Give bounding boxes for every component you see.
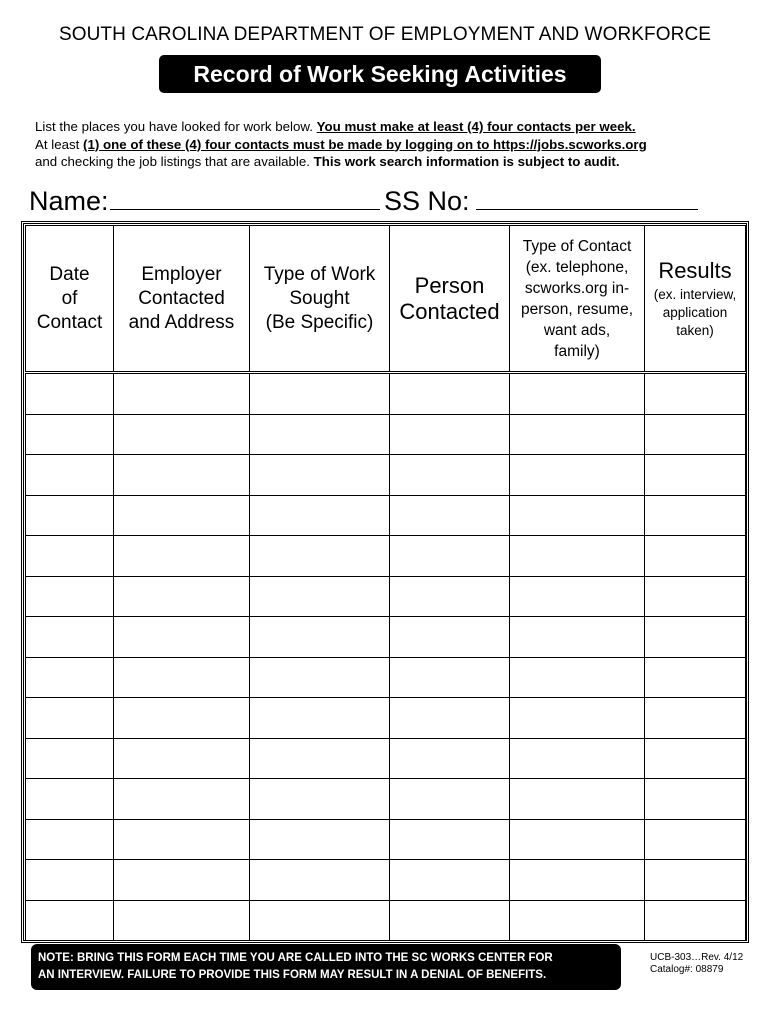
cell-date[interactable]	[26, 414, 114, 455]
instructions-online-requirement: (1) one of these (4) four contacts must be made by logging on to https://jobs.scworks.org	[83, 136, 647, 152]
table-row	[26, 414, 746, 455]
cell-employer[interactable]	[114, 819, 250, 860]
header-text: (Be Specific)	[265, 311, 374, 333]
instructions-text: List the places you have looked for work below.	[35, 119, 317, 134]
instructions-line-1	[35, 118, 755, 136]
instructions-requirement: You must make at least (4) four contacts per week.	[316, 119, 636, 134]
cell-person[interactable]	[390, 576, 510, 617]
cell-contact-type[interactable]	[510, 495, 645, 536]
column-header-results	[645, 226, 746, 373]
cell-person[interactable]	[390, 819, 510, 860]
table-body	[26, 373, 746, 941]
note-line-1: NOTE: BRING THIS FORM EACH TIME YOU ARE CALLED INTO THE SC WORKS CENTER FOR	[38, 952, 553, 964]
cell-employer[interactable]	[114, 860, 250, 901]
cell-date[interactable]	[26, 576, 114, 617]
cell-contact-type[interactable]	[510, 373, 645, 415]
instructions-line-2	[35, 136, 755, 154]
header-text: Contacted	[399, 298, 500, 324]
header-text: Contact	[36, 311, 103, 333]
cell-person[interactable]	[390, 860, 510, 901]
cell-work-type[interactable]	[250, 455, 390, 496]
cell-date[interactable]	[26, 495, 114, 536]
cell-work-type[interactable]	[250, 536, 390, 577]
cell-employer[interactable]	[114, 495, 250, 536]
form-number: UCB-303…Rev. 4/12	[650, 952, 744, 963]
cell-results[interactable]	[645, 819, 746, 860]
cell-date[interactable]	[26, 779, 114, 820]
cell-results[interactable]	[645, 657, 746, 698]
cell-person[interactable]	[390, 900, 510, 941]
table-row	[26, 900, 746, 941]
cell-contact-type[interactable]	[510, 536, 645, 577]
cell-employer[interactable]	[114, 536, 250, 577]
instructions-text: and checking the job listings that are available.	[35, 154, 314, 169]
cell-contact-type[interactable]	[510, 900, 645, 941]
cell-person[interactable]	[390, 414, 510, 455]
catalog-number: Catalog#: 08879	[650, 964, 724, 975]
header-text: Type of Work	[263, 263, 376, 285]
cell-work-type[interactable]	[250, 414, 390, 455]
cell-employer[interactable]	[114, 455, 250, 496]
header-detail: (ex. interview, application taken)	[653, 286, 737, 338]
cell-contact-type[interactable]	[510, 860, 645, 901]
cell-employer[interactable]	[114, 373, 250, 415]
cell-work-type[interactable]	[250, 819, 390, 860]
cell-results[interactable]	[645, 495, 746, 536]
table-row	[26, 455, 746, 496]
table-row	[26, 779, 746, 820]
cell-results[interactable]	[645, 373, 746, 415]
table-row	[26, 819, 746, 860]
cell-contact-type[interactable]	[510, 414, 645, 455]
cell-date[interactable]	[26, 373, 114, 415]
cell-person[interactable]	[390, 455, 510, 496]
cell-results[interactable]	[645, 414, 746, 455]
column-header-work-type	[250, 226, 390, 373]
cell-contact-type[interactable]	[510, 819, 645, 860]
header-text: Date	[49, 263, 90, 285]
cell-results[interactable]	[645, 900, 746, 941]
cell-date[interactable]	[26, 536, 114, 577]
name-label: Name:	[29, 186, 109, 216]
cell-person[interactable]	[390, 657, 510, 698]
cell-work-type[interactable]	[250, 373, 390, 415]
cell-date[interactable]	[26, 617, 114, 658]
cell-work-type[interactable]	[250, 900, 390, 941]
cell-contact-type[interactable]	[510, 738, 645, 779]
form-title: Record of Work Seeking Activities	[159, 55, 601, 93]
cell-employer[interactable]	[114, 414, 250, 455]
cell-date[interactable]	[26, 900, 114, 941]
cell-person[interactable]	[390, 698, 510, 739]
cell-results[interactable]	[645, 779, 746, 820]
cell-person[interactable]	[390, 536, 510, 577]
cell-employer[interactable]	[114, 657, 250, 698]
cell-date[interactable]	[26, 698, 114, 739]
cell-contact-type[interactable]	[510, 576, 645, 617]
cell-date[interactable]	[26, 819, 114, 860]
cell-results[interactable]	[645, 860, 746, 901]
cell-person[interactable]	[390, 495, 510, 536]
cell-work-type[interactable]	[250, 576, 390, 617]
name-field[interactable]	[110, 209, 380, 210]
cell-date[interactable]	[26, 738, 114, 779]
cell-date[interactable]	[26, 657, 114, 698]
cell-contact-type[interactable]	[510, 779, 645, 820]
ss-number-label: SS No:	[384, 186, 470, 216]
table-row	[26, 536, 746, 577]
cell-results[interactable]	[645, 455, 746, 496]
header-text: Contacted	[138, 287, 225, 309]
cell-date[interactable]	[26, 860, 114, 901]
cell-employer[interactable]	[114, 900, 250, 941]
cell-work-type[interactable]	[250, 657, 390, 698]
cell-person[interactable]	[390, 779, 510, 820]
table-header-row	[26, 226, 746, 373]
cell-person[interactable]	[390, 373, 510, 415]
ss-number-field[interactable]	[476, 209, 698, 210]
audit-notice: This work search information is subject to audit.	[313, 154, 620, 169]
cell-work-type[interactable]	[250, 617, 390, 658]
cell-date[interactable]	[26, 455, 114, 496]
table-row	[26, 738, 746, 779]
instructions-text: At least	[35, 136, 84, 152]
table-row	[26, 617, 746, 658]
cell-contact-type[interactable]	[510, 455, 645, 496]
note-line-2: AN INTERVIEW. FAILURE TO PROVIDE THIS FORM MAY RESULT IN A DENIAL OF BENEFITS.	[38, 969, 547, 981]
cell-results[interactable]	[645, 738, 746, 779]
cell-employer[interactable]	[114, 738, 250, 779]
table-row	[26, 657, 746, 698]
table-row	[26, 698, 746, 739]
cell-work-type[interactable]	[250, 495, 390, 536]
cell-work-type[interactable]	[250, 860, 390, 901]
cell-contact-type[interactable]	[510, 698, 645, 739]
cell-employer[interactable]	[114, 576, 250, 617]
form-identifier	[650, 952, 743, 976]
cell-employer[interactable]	[114, 779, 250, 820]
department-heading: SOUTH CAROLINA DEPARTMENT OF EMPLOYMENT AND WORKFORCE	[58, 24, 712, 45]
cell-work-type[interactable]	[250, 698, 390, 739]
cell-contact-type[interactable]	[510, 657, 645, 698]
column-header-date	[26, 226, 114, 373]
column-header-employer	[114, 226, 250, 373]
table-row	[26, 495, 746, 536]
activity-table	[25, 225, 746, 941]
table-row	[26, 860, 746, 901]
note-banner	[31, 944, 621, 990]
column-header-contact-type	[510, 226, 645, 373]
cell-results[interactable]	[645, 698, 746, 739]
header-text: Results	[658, 257, 732, 283]
column-header-person-contacted	[390, 226, 510, 373]
table-row	[26, 373, 746, 415]
cell-work-type[interactable]	[250, 779, 390, 820]
header-text: Sought	[289, 287, 350, 309]
header-text: and Address	[128, 311, 235, 333]
cell-results[interactable]	[645, 576, 746, 617]
header-text: Employer	[141, 263, 222, 285]
cell-person[interactable]	[390, 738, 510, 779]
instructions-line-3	[35, 153, 755, 171]
cell-employer[interactable]	[114, 617, 250, 658]
cell-work-type[interactable]	[250, 738, 390, 779]
header-text: Person	[414, 272, 485, 298]
cell-contact-type[interactable]	[510, 617, 645, 658]
header-text: Type of Contact (ex. telephone, scworks.org in-person, resume, want ads, family)	[521, 237, 633, 360]
cell-results[interactable]	[645, 617, 746, 658]
instructions	[35, 118, 755, 171]
table-row	[26, 576, 746, 617]
cell-person[interactable]	[390, 617, 510, 658]
cell-results[interactable]	[645, 536, 746, 577]
header-text: of	[61, 287, 78, 309]
cell-employer[interactable]	[114, 698, 250, 739]
